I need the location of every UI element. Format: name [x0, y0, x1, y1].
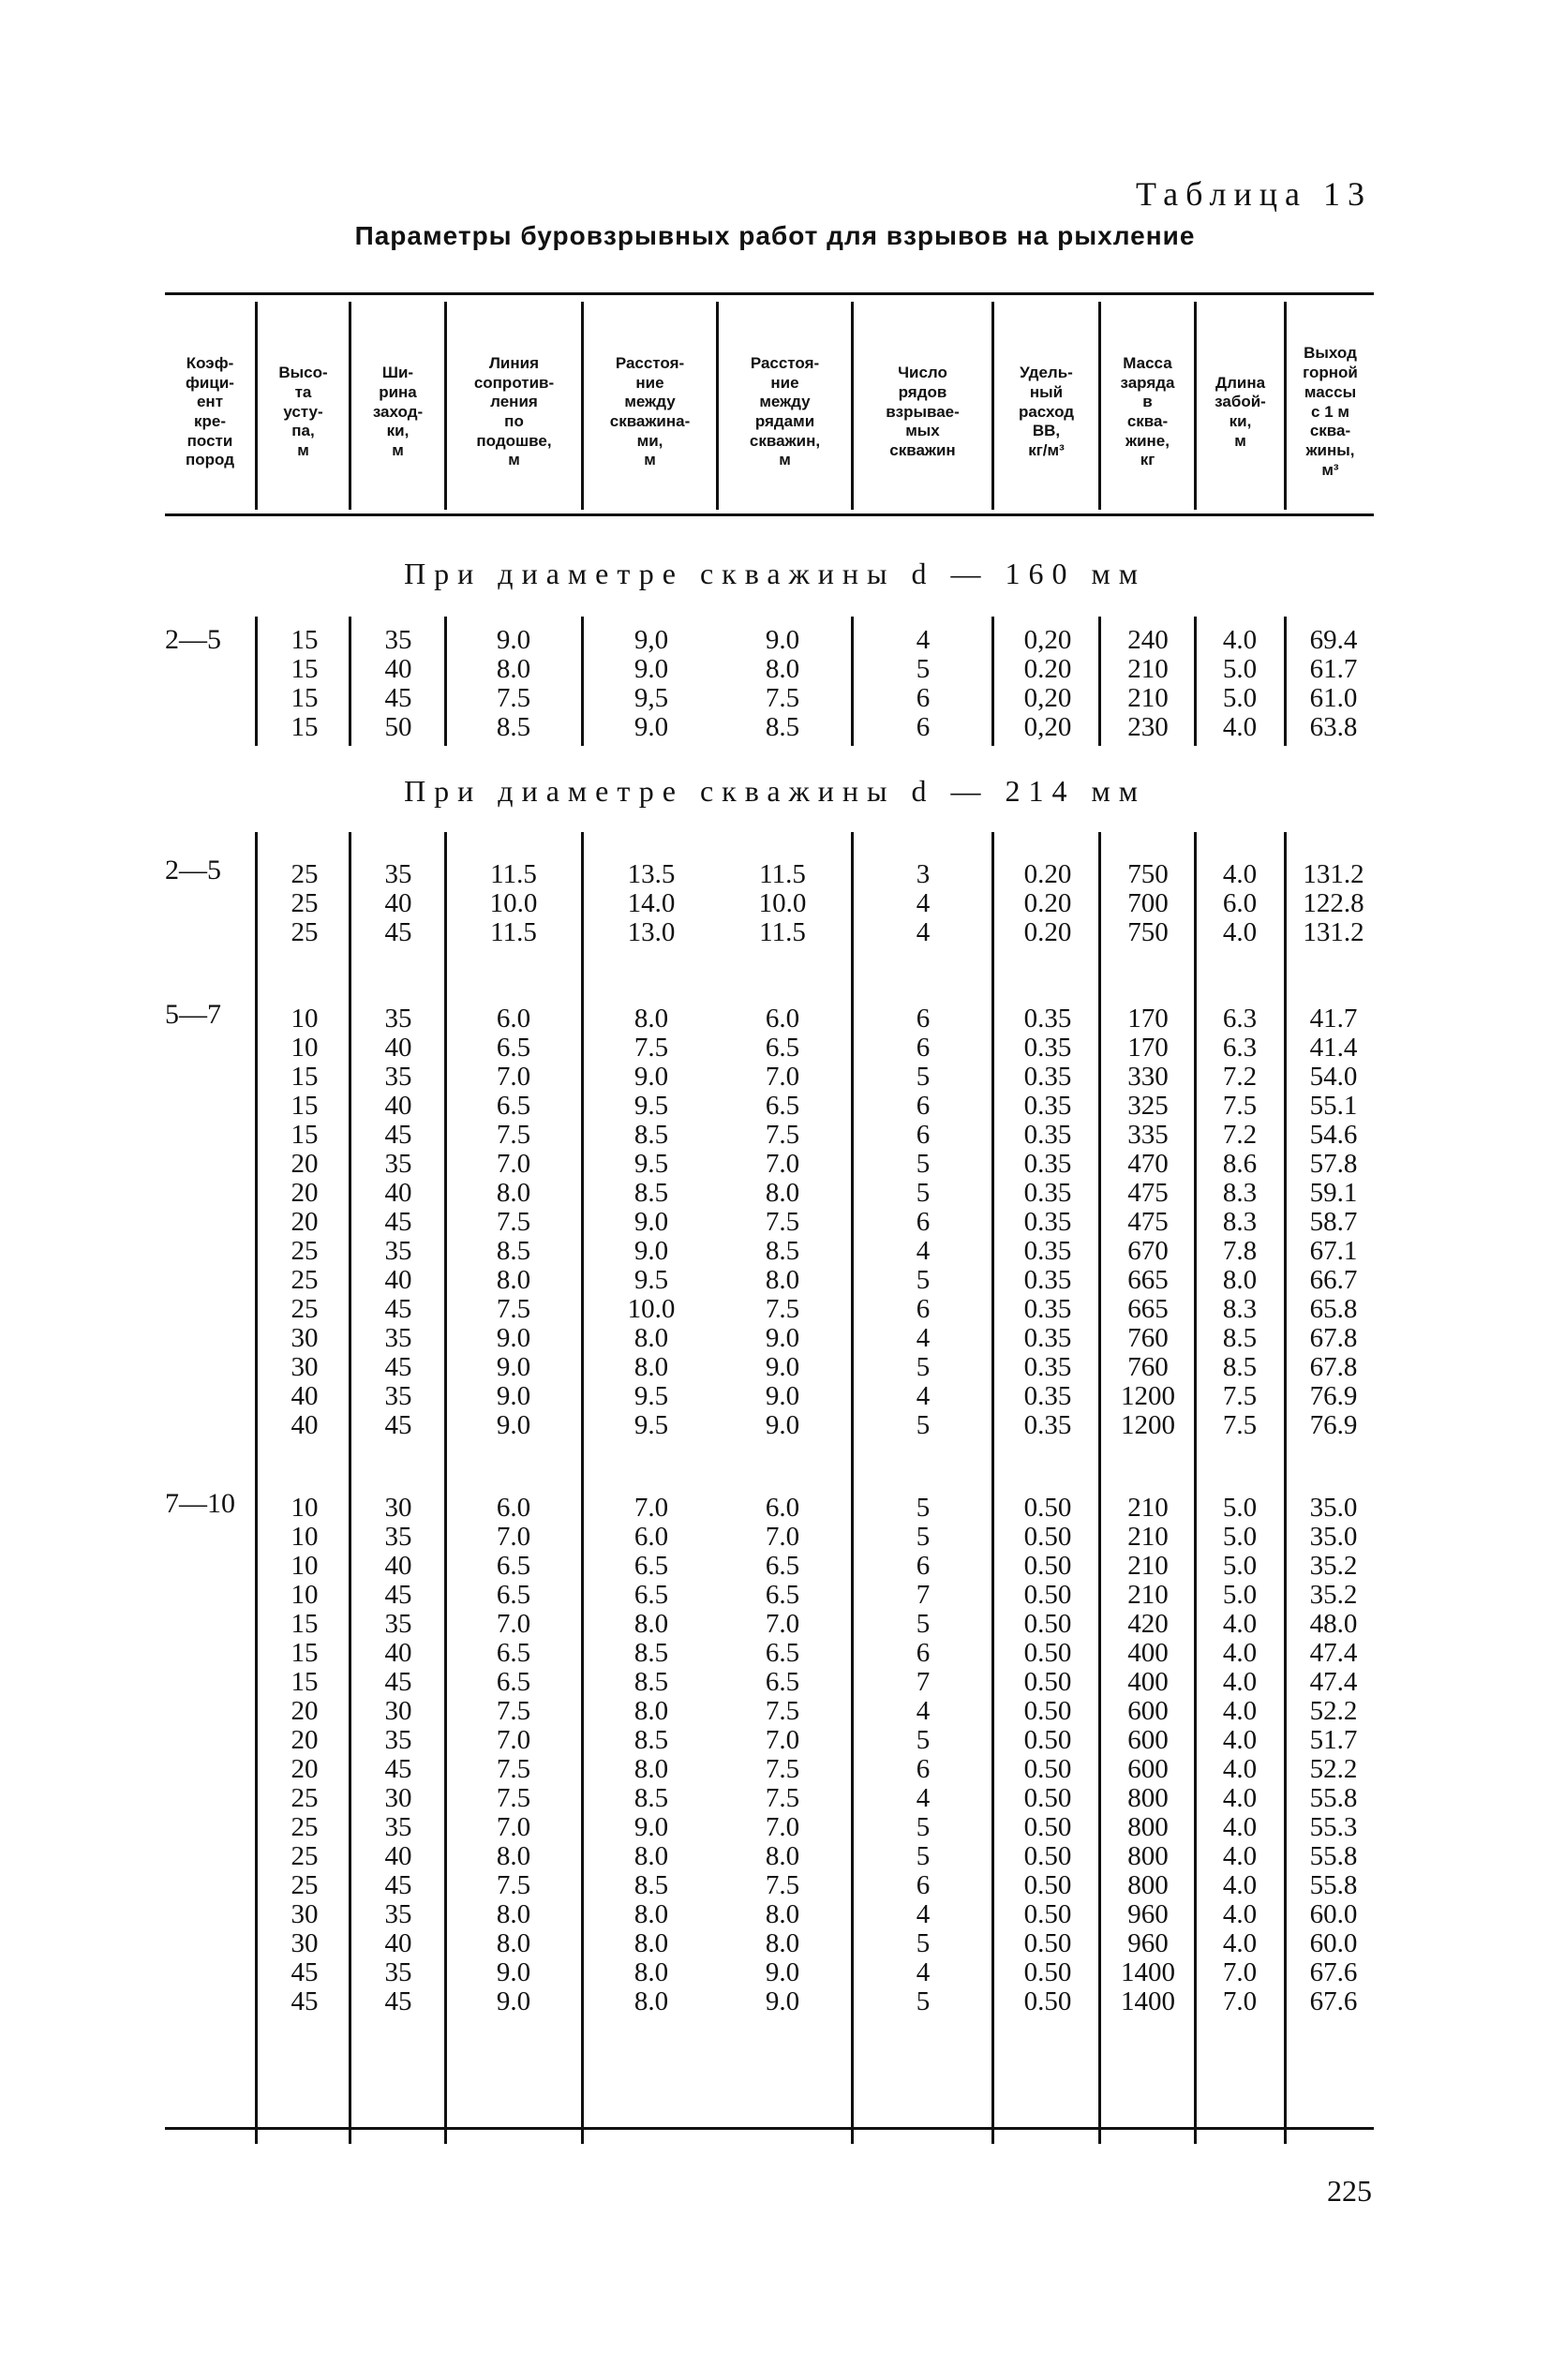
hole-spacing-values: 13.5 14.0 13.0 [627, 859, 676, 947]
col-header-cut-width: Ши- рина заход- ки, м [372, 364, 424, 460]
bench-height-values: 25 25 25 [291, 859, 319, 947]
cut-width-values: 30 35 40 45 35 40 45 30 35 45 30 35 40 45 35 40 35 45 [384, 1493, 412, 2016]
col-header-row-count: Число рядов взрывае- мых скважин [886, 364, 960, 460]
charge-mass-values: 750 700 750 [1127, 859, 1169, 947]
section-title-160mm: При диаметре скважины d — 160 мм [404, 557, 1146, 590]
row-spacing-values: 6.0 6.5 7.0 6.5 7.5 7.0 8.0 7.5 8.5 8.0 7.5 9.0 9.0 9.0 9.0 [765, 1004, 800, 1440]
yield-values: 41.7 41.4 54.0 55.1 54.6 57.8 59.1 58.7 67.1 66.7 65.8 67.8 67.8 76.9 76.9 [1309, 1004, 1358, 1440]
burden-values: 11.5 10.0 11.5 [489, 859, 538, 947]
hole-spacing-values: 7.0 6.0 6.5 6.5 8.0 8.5 8.5 8.0 8.5 8.0 8.5 9.0 8.0 8.5 8.0 8.0 8.0 8.0 [633, 1493, 669, 2016]
row-spacing-values: 9.0 8.0 7.5 8.5 [765, 625, 800, 742]
group-coeff: 5—7 [165, 999, 221, 1030]
hole-spacing-values: 8.0 7.5 9.0 9.5 8.5 9.5 8.5 9.0 9.0 9.5 10.0 8.0 8.0 9.5 9.5 [627, 1004, 676, 1440]
col-header-bench-height: Высо- та усту- па, м [278, 364, 328, 460]
section-title-214mm: При диаметре скважины d — 214 мм [404, 774, 1146, 808]
bench-height-values: 10 10 10 10 15 15 15 20 20 20 25 25 25 25 30 30 45 45 [291, 1493, 319, 2016]
row-count-values: 5 5 6 7 5 6 7 4 5 6 4 5 5 6 4 5 4 5 [916, 1493, 931, 2016]
col-header-yield: Выход горной массы с 1 м сква- жины, м³ [1303, 344, 1358, 479]
group-coeff: 2—5 [165, 855, 221, 885]
row-spacing-values: 6.0 7.0 6.5 6.5 7.0 6.5 6.5 7.5 7.0 7.5 7.5 7.0 8.0 7.5 8.0 8.0 9.0 9.0 [765, 1493, 800, 2016]
col-header-burden: Линия сопротив- ления по подошве, м [473, 353, 555, 469]
charge-mass-values: 240 210 210 230 [1127, 625, 1169, 742]
col-header-stemming-length: Длина забой- ки, м [1215, 373, 1266, 450]
yield-values: 69.4 61.7 61.0 63.8 [1309, 625, 1358, 742]
hole-spacing-values: 9,0 9.0 9,5 9.0 [633, 625, 669, 742]
bench-height-values: 10 10 15 15 15 20 20 20 25 25 25 30 30 40 40 [291, 1004, 319, 1440]
row-count-values: 6 6 5 6 6 5 5 6 4 5 6 4 5 4 5 [916, 1004, 931, 1440]
table-title: Параметры буровзрывных работ для взрывов на рыхление [354, 221, 1196, 250]
charge-mass-values: 210 210 210 210 420 400 400 600 600 600 800 800 800 800 960 960 1400 1400 [1121, 1493, 1175, 2016]
stemming-length-values: 6.3 6.3 7.2 7.5 7.2 8.6 8.3 8.3 7.8 8.0 8.3 8.5 8.5 7.5 7.5 [1222, 1004, 1258, 1440]
burden-values: 9.0 8.0 7.5 8.5 [496, 625, 531, 742]
group-coeff: 2—5 [165, 624, 221, 655]
burden-values: 6.0 7.0 6.5 6.5 7.0 6.5 6.5 7.5 7.0 7.5 7.5 7.0 8.0 7.5 8.0 8.0 9.0 9.0 [496, 1493, 531, 2016]
col-header-hole-spacing: Расстоя- ние между скважина- ми, м [609, 353, 691, 469]
cut-width-values: 35 40 45 [384, 859, 412, 947]
group-coeff: 7—10 [165, 1488, 235, 1519]
yield-values: 35.0 35.0 35.2 35.2 48.0 47.4 47.4 52.2 51.7 52.2 55.8 55.3 55.8 55.8 60.0 60.0 67.6 67.6 [1309, 1493, 1358, 2016]
page-number: 225 [1327, 2174, 1372, 2208]
table-bottom-rule [165, 2127, 1374, 2130]
cut-width-values: 35 40 45 50 [384, 625, 412, 742]
row-spacing-values: 11.5 10.0 11.5 [758, 859, 807, 947]
table-label: Таблица 13 [1136, 175, 1372, 213]
row-count-values: 4 5 6 6 [916, 625, 931, 742]
specific-charge-values: 0.50 0.50 0.50 0.50 0.50 0.50 0.50 0.50 0.50 0.50 0.50 0.50 0.50 0.50 0.50 0.50 0.50 0.50 [1023, 1493, 1072, 2016]
stemming-length-values: 4.0 5.0 5.0 4.0 [1222, 625, 1258, 742]
stemming-length-values: 4.0 6.0 4.0 [1222, 859, 1258, 947]
col-header-strength-coeff: Коэф- фици- ент кре- пости пород [186, 353, 234, 469]
specific-charge-values: 0.35 0.35 0.35 0.35 0.35 0.35 0.35 0.35 0.35 0.35 0.35 0.35 0.35 0.35 0.35 [1023, 1004, 1072, 1440]
yield-values: 131.2 122.8 131.2 [1303, 859, 1364, 947]
specific-charge-values: 0,20 0.20 0,20 0,20 [1023, 625, 1072, 742]
stemming-length-values: 5.0 5.0 5.0 5.0 4.0 4.0 4.0 4.0 4.0 4.0 4.0 4.0 4.0 4.0 4.0 4.0 7.0 7.0 [1222, 1493, 1258, 2016]
burden-values: 6.0 6.5 7.0 6.5 7.5 7.0 8.0 7.5 8.5 8.0 7.5 9.0 9.0 9.0 9.0 [496, 1004, 531, 1440]
row-count-values: 3 4 4 [916, 859, 931, 947]
header-top-rule [165, 292, 1374, 295]
col-header-specific-charge: Удель- ный расход ВВ, кг/м³ [1018, 364, 1075, 460]
col-header-row-spacing: Расстоя- ние между рядами скважин, м [749, 353, 821, 469]
bench-height-values: 15 15 15 15 [291, 625, 319, 742]
col-header-charge-mass: Масса заряда в сква- жине, кг [1120, 353, 1175, 469]
specific-charge-values: 0.20 0.20 0.20 [1023, 859, 1072, 947]
charge-mass-values: 170 170 330 325 335 470 475 475 670 665 665 760 760 1200 1200 [1121, 1004, 1175, 1440]
cut-width-values: 35 40 35 40 45 35 40 45 35 40 45 35 45 35 45 [384, 1004, 412, 1440]
